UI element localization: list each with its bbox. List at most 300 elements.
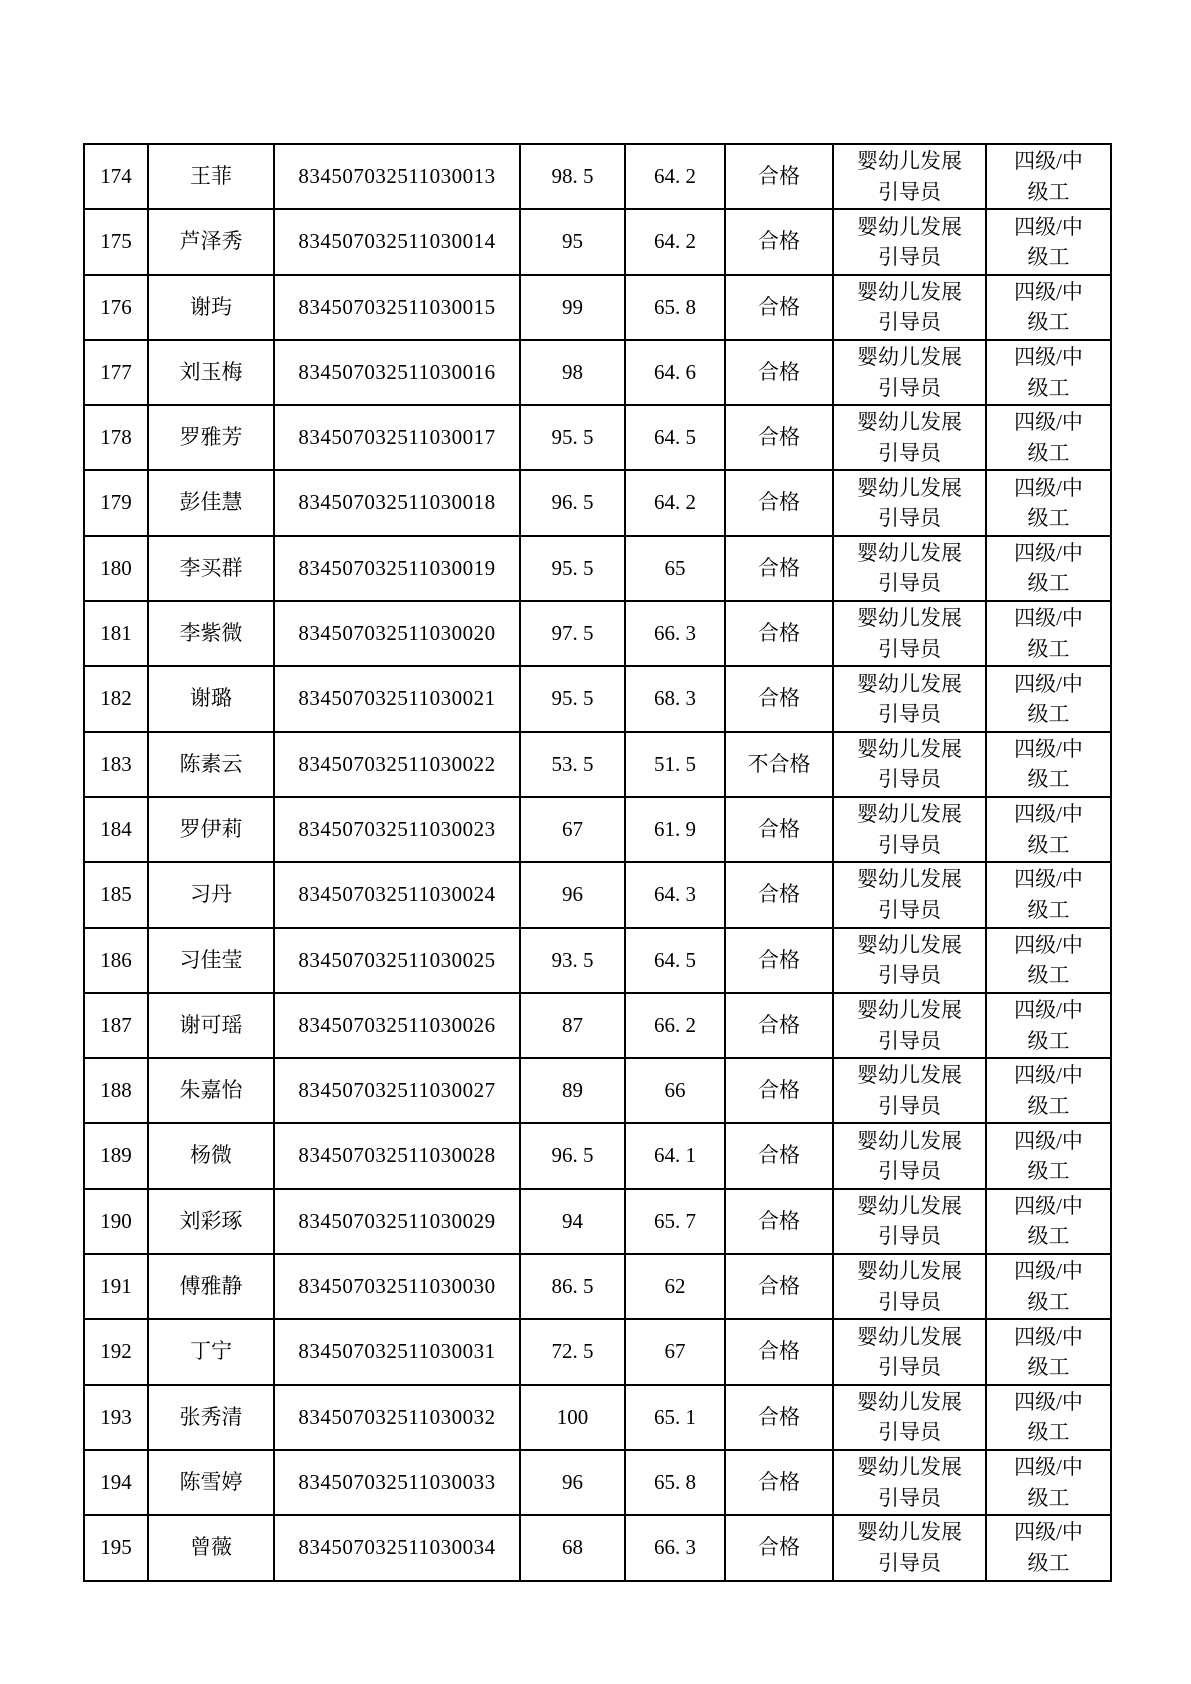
result-cell [725,797,833,862]
admission-ticket-number-cell-text: 834507032511030024 [298,882,496,907]
theory-score-cell-text: 89 [562,1078,583,1103]
result-cell [725,340,833,405]
candidate-name-cell [148,666,274,731]
theory-score-cell-text: 87 [562,1012,583,1037]
occupation-cell-text: 婴幼儿发展引导员 [857,867,962,922]
table-row [84,470,1111,535]
level-cell [986,1189,1111,1254]
admission-ticket-number-cell [274,470,520,535]
practical-score-cell-text: 65. 8 [654,294,696,319]
admission-ticket-number-cell [274,993,520,1058]
admission-ticket-number-cell [274,666,520,731]
row-number-cell [84,470,148,535]
candidate-name-cell [148,1058,274,1123]
admission-ticket-number-cell-text: 834507032511030028 [298,1143,496,1168]
result-cell [725,144,833,209]
occupation-cell-text: 婴幼儿发展引导员 [857,1324,962,1379]
row-number-cell [84,928,148,993]
level-cell [986,1058,1111,1123]
occupation-cell [833,144,986,209]
theory-score-cell-text: 96 [562,1469,583,1494]
table-row [84,144,1111,209]
practical-score-cell-text: 64. 1 [654,1143,696,1168]
row-number-cell [84,536,148,601]
table-row [84,1515,1111,1580]
occupation-cell [833,797,986,862]
table-row [84,862,1111,927]
occupation-cell [833,536,986,601]
theory-score-cell [520,470,625,535]
candidate-name-cell-text: 张秀清 [179,1404,243,1429]
result-cell [725,275,833,340]
level-cell [986,1254,1111,1319]
theory-score-cell [520,797,625,862]
row-number-cell [84,1450,148,1515]
level-cell-text: 四级/中级工 [1014,279,1083,335]
occupation-cell-text: 婴幼儿发展引导员 [857,214,962,269]
theory-score-cell-text: 95. 5 [551,555,594,580]
admission-ticket-number-cell-text: 834507032511030020 [298,621,496,646]
result-cell-text: 合格 [758,1208,800,1233]
theory-score-cell [520,1123,625,1188]
admission-ticket-number-cell-text: 834507032511030030 [298,1274,496,1299]
occupation-cell-text: 婴幼儿发展引导员 [857,1259,962,1314]
theory-score-cell-text: 93. 5 [551,947,594,972]
result-cell [725,601,833,666]
occupation-cell [833,1123,986,1188]
table-row [84,536,1111,601]
practical-score-cell [625,732,725,797]
result-cell-text: 合格 [758,1404,800,1429]
level-cell-text: 四级/中级工 [1014,1128,1083,1184]
candidate-name-cell [148,1450,274,1515]
practical-score-cell-text: 66 [664,1078,686,1103]
row-number-cell-text: 191 [100,1274,132,1299]
admission-ticket-number-cell-text: 834507032511030031 [298,1339,496,1364]
admission-ticket-number-cell [274,732,520,797]
row-number-cell-text: 195 [100,1535,132,1560]
level-cell-text: 四级/中级工 [1014,606,1083,661]
result-cell [725,470,833,535]
practical-score-cell [625,666,725,731]
theory-score-cell [520,601,625,666]
candidate-name-cell-text: 陈雪婷 [179,1469,243,1494]
candidate-name-cell-text: 李紫微 [179,621,243,646]
candidate-name-cell [148,470,274,535]
candidate-name-cell [148,1319,274,1384]
level-cell-text: 四级/中级工 [1014,1193,1083,1249]
occupation-cell-text: 婴幼儿发展引导员 [857,149,962,204]
theory-score-cell-text: 97. 5 [551,621,594,646]
practical-score-cell-text: 65. 1 [654,1404,696,1429]
result-cell [725,1189,833,1254]
level-cell [986,209,1111,274]
row-number-cell [84,1319,148,1384]
result-cell [725,1515,833,1580]
admission-ticket-number-cell-text: 834507032511030016 [298,359,496,384]
result-cell [725,209,833,274]
candidate-name-cell-text: 杨微 [190,1143,232,1168]
level-cell-text: 四级/中级工 [1014,1259,1083,1314]
level-cell [986,1515,1111,1580]
candidate-name-cell [148,797,274,862]
admission-ticket-number-cell [274,1123,520,1188]
admission-ticket-number-cell [274,797,520,862]
level-cell [986,666,1111,731]
level-cell [986,1123,1111,1188]
occupation-cell-text: 婴幼儿发展引导员 [857,1063,962,1118]
row-number-cell [84,275,148,340]
theory-score-cell-text: 98 [562,359,583,384]
result-cell-text: 合格 [758,229,800,254]
level-cell [986,928,1111,993]
practical-score-cell-text: 62 [664,1274,686,1299]
level-cell-text: 四级/中级工 [1014,214,1083,269]
row-number-cell [84,732,148,797]
candidate-name-cell [148,1385,274,1450]
row-number-cell-text: 176 [100,294,132,319]
occupation-cell-text: 婴幼儿发展引导员 [857,802,962,857]
level-cell [986,275,1111,340]
theory-score-cell [520,536,625,601]
candidate-name-cell-text: 刘玉梅 [179,359,243,384]
candidate-name-cell [148,732,274,797]
occupation-cell [833,1450,986,1515]
candidate-name-cell-text: 习丹 [190,882,232,907]
theory-score-cell [520,144,625,209]
candidate-name-cell-text: 朱嘉怡 [179,1078,243,1103]
result-cell [725,993,833,1058]
candidate-name-cell [148,862,274,927]
candidate-name-cell [148,536,274,601]
result-cell-text: 合格 [758,359,800,384]
candidate-name-cell [148,1189,274,1254]
level-cell-text: 四级/中级工 [1014,867,1083,922]
result-cell [725,1058,833,1123]
practical-score-cell [625,209,725,274]
level-cell-text: 四级/中级工 [1014,1063,1083,1118]
row-number-cell [84,340,148,405]
theory-score-cell [520,1058,625,1123]
admission-ticket-number-cell-text: 834507032511030019 [298,555,496,580]
table-row [84,405,1111,470]
occupation-cell-text: 婴幼儿发展引导员 [857,1193,962,1249]
practical-score-cell-text: 64. 6 [654,359,696,384]
admission-ticket-number-cell [274,1254,520,1319]
practical-score-cell-text: 66. 3 [654,621,696,646]
level-cell-text: 四级/中级工 [1014,736,1083,792]
candidate-name-cell-text: 习佳莹 [179,947,243,972]
admission-ticket-number-cell [274,1515,520,1580]
row-number-cell-text: 180 [100,555,132,580]
candidate-name-cell [148,340,274,405]
admission-ticket-number-cell [274,928,520,993]
level-cell [986,405,1111,470]
level-cell [986,536,1111,601]
result-cell-text: 合格 [758,1469,800,1494]
result-cell [725,1254,833,1319]
occupation-cell-text: 婴幼儿发展引导员 [857,1520,962,1575]
row-number-cell-text: 194 [100,1469,132,1494]
practical-score-cell [625,993,725,1058]
occupation-cell [833,1058,986,1123]
row-number-cell [84,1058,148,1123]
level-cell-text: 四级/中级工 [1014,410,1083,465]
practical-score-cell-text: 66. 3 [654,1535,696,1560]
candidate-name-cell-text: 陈素云 [179,751,243,776]
theory-score-cell [520,209,625,274]
practical-score-cell-text: 65 [664,555,686,580]
level-cell-text: 四级/中级工 [1014,998,1083,1053]
practical-score-cell [625,1123,725,1188]
table-row [84,275,1111,340]
theory-score-cell [520,666,625,731]
level-cell-text: 四级/中级工 [1014,1455,1083,1510]
result-cell [725,928,833,993]
row-number-cell-text: 182 [100,686,132,711]
admission-ticket-number-cell [274,1385,520,1450]
occupation-cell [833,1319,986,1384]
admission-ticket-number-cell-text: 834507032511030034 [298,1535,496,1560]
result-cell-text: 合格 [758,686,800,711]
occupation-cell [833,928,986,993]
level-cell-text: 四级/中级工 [1014,345,1083,400]
level-cell [986,470,1111,535]
result-cell-text: 合格 [758,490,800,515]
practical-score-cell-text: 68. 3 [654,686,696,711]
practical-score-cell-text: 64. 3 [654,882,696,907]
result-cell [725,862,833,927]
row-number-cell [84,405,148,470]
table-row [84,1385,1111,1450]
result-cell-text: 合格 [758,621,800,646]
result-cell-text: 合格 [758,164,800,188]
admission-ticket-number-cell [274,862,520,927]
table-row [84,1189,1111,1254]
admission-ticket-number-cell-text: 834507032511030014 [298,229,496,254]
practical-score-cell-text: 61. 9 [654,816,696,841]
theory-score-cell [520,1515,625,1580]
occupation-cell [833,275,986,340]
occupation-cell [833,732,986,797]
occupation-cell-text: 婴幼儿发展引导员 [857,736,962,792]
level-cell-text: 四级/中级工 [1014,1520,1083,1575]
candidate-name-cell [148,993,274,1058]
admission-ticket-number-cell [274,1450,520,1515]
table-row [84,1058,1111,1123]
practical-score-cell [625,340,725,405]
practical-score-cell [625,470,725,535]
theory-score-cell-text: 67 [562,816,583,841]
level-cell-text: 四级/中级工 [1014,1389,1083,1445]
occupation-cell [833,666,986,731]
result-cell-text: 合格 [758,882,800,907]
practical-score-cell-text: 65. 8 [654,1469,696,1494]
occupation-cell [833,209,986,274]
row-number-cell [84,797,148,862]
admission-ticket-number-cell-text: 834507032511030018 [298,490,496,515]
practical-score-cell-text: 67 [664,1339,686,1364]
level-cell [986,601,1111,666]
level-cell [986,1319,1111,1384]
practical-score-cell-text: 64. 2 [654,490,696,515]
result-cell-text: 合格 [758,947,800,972]
row-number-cell-text: 192 [100,1339,132,1364]
candidate-name-cell-text: 刘彩琢 [179,1208,243,1233]
row-number-cell [84,144,148,209]
candidate-name-cell-text: 李买群 [179,555,243,580]
candidate-name-cell [148,209,274,274]
result-cell-text: 合格 [758,1339,800,1364]
practical-score-cell [625,144,725,209]
result-cell-text: 合格 [758,816,800,841]
row-number-cell-text: 184 [100,816,132,841]
theory-score-cell-text: 99 [562,294,583,319]
candidate-name-cell-text: 王菲 [190,164,232,188]
result-cell-text: 合格 [758,425,800,450]
practical-score-cell-text: 51. 5 [654,751,696,776]
row-number-cell [84,1254,148,1319]
result-cell-text: 合格 [758,1535,800,1560]
row-number-cell [84,1385,148,1450]
candidate-name-cell [148,1515,274,1580]
theory-score-cell [520,993,625,1058]
practical-score-cell [625,1385,725,1450]
result-cell-text: 合格 [758,1012,800,1037]
practical-score-cell-text: 64. 5 [654,425,696,450]
occupation-cell-text: 婴幼儿发展引导员 [857,606,962,661]
result-cell-text: 合格 [758,1143,800,1168]
admission-ticket-number-cell-text: 834507032511030015 [298,294,496,319]
occupation-cell-text: 婴幼儿发展引导员 [857,998,962,1053]
occupation-cell [833,1189,986,1254]
practical-score-cell [625,1189,725,1254]
candidate-name-cell-text: 彭佳慧 [179,490,243,515]
theory-score-cell [520,732,625,797]
theory-score-cell [520,1254,625,1319]
theory-score-cell [520,928,625,993]
occupation-cell [833,405,986,470]
table-row [84,666,1111,731]
level-cell [986,340,1111,405]
occupation-cell [833,601,986,666]
result-cell [725,1385,833,1450]
table-row [84,340,1111,405]
theory-score-cell [520,405,625,470]
level-cell [986,862,1111,927]
result-cell-text: 合格 [758,294,800,319]
admission-ticket-number-cell-text: 834507032511030027 [298,1078,496,1103]
level-cell-text: 四级/中级工 [1014,475,1083,531]
admission-ticket-number-cell-text: 834507032511030029 [298,1208,496,1233]
admission-ticket-number-cell [274,340,520,405]
theory-score-cell [520,275,625,340]
occupation-cell-text: 婴幼儿发展引导员 [857,1128,962,1184]
admission-ticket-number-cell [274,275,520,340]
result-cell [725,1319,833,1384]
theory-score-cell-text: 96 [562,882,583,907]
row-number-cell [84,1515,148,1580]
candidate-name-cell [148,928,274,993]
admission-ticket-number-cell [274,209,520,274]
occupation-cell-text: 婴幼儿发展引导员 [857,932,962,988]
row-number-cell-text: 175 [100,229,132,254]
row-number-cell-text: 186 [100,947,132,972]
row-number-cell-text: 174 [100,164,132,188]
row-number-cell-text: 177 [100,359,132,384]
occupation-cell-text: 婴幼儿发展引导员 [857,1455,962,1510]
row-number-cell-text: 185 [100,882,132,907]
table-row [84,1450,1111,1515]
result-cell-text: 不合格 [747,751,811,776]
row-number-cell-text: 189 [100,1143,132,1168]
results-table-body [84,144,1111,1581]
admission-ticket-number-cell [274,1319,520,1384]
table-row [84,1254,1111,1319]
candidate-name-cell-text: 谢璐 [190,686,232,711]
occupation-cell-text: 婴幼儿发展引导员 [857,410,962,465]
practical-score-cell-text: 64. 5 [654,947,696,972]
theory-score-cell-text: 100 [556,1404,589,1429]
result-cell [725,1450,833,1515]
practical-score-cell [625,1450,725,1515]
theory-score-cell-text: 96. 5 [551,490,594,515]
row-number-cell-text: 187 [100,1012,132,1037]
level-cell [986,732,1111,797]
candidate-name-cell-text: 曾薇 [190,1535,232,1560]
level-cell-text: 四级/中级工 [1014,802,1083,857]
admission-ticket-number-cell-text: 834507032511030026 [298,1012,496,1037]
row-number-cell-text: 188 [100,1078,132,1103]
level-cell-text: 四级/中级工 [1014,932,1083,988]
table-row [84,1319,1111,1384]
admission-ticket-number-cell-text: 834507032511030023 [298,816,496,841]
table-row [84,209,1111,274]
occupation-cell [833,1385,986,1450]
level-cell [986,797,1111,862]
table-row [84,797,1111,862]
occupation-cell [833,862,986,927]
result-cell-text: 合格 [758,1274,800,1299]
row-number-cell-text: 178 [100,425,132,450]
theory-score-cell-text: 98. 5 [551,164,594,188]
practical-score-cell [625,1254,725,1319]
admission-ticket-number-cell [274,1058,520,1123]
admission-ticket-number-cell [274,405,520,470]
practical-score-cell [625,601,725,666]
row-number-cell [84,1189,148,1254]
theory-score-cell-text: 95. 5 [551,425,594,450]
occupation-cell-text: 婴幼儿发展引导员 [857,540,962,596]
occupation-cell [833,993,986,1058]
practical-score-cell-text: 66. 2 [654,1012,696,1037]
admission-ticket-number-cell-text: 834507032511030025 [298,947,496,972]
row-number-cell [84,862,148,927]
practical-score-cell [625,275,725,340]
practical-score-cell [625,405,725,470]
row-number-cell [84,601,148,666]
result-cell-text: 合格 [758,555,800,580]
admission-ticket-number-cell-text: 834507032511030032 [298,1404,496,1429]
admission-ticket-number-cell-text: 834507032511030021 [298,686,496,711]
row-number-cell-text: 190 [100,1208,132,1233]
theory-score-cell [520,1450,625,1515]
table-row [84,1123,1111,1188]
theory-score-cell-text: 72. 5 [551,1339,594,1364]
theory-score-cell [520,1319,625,1384]
table-row [84,928,1111,993]
practical-score-cell [625,1319,725,1384]
